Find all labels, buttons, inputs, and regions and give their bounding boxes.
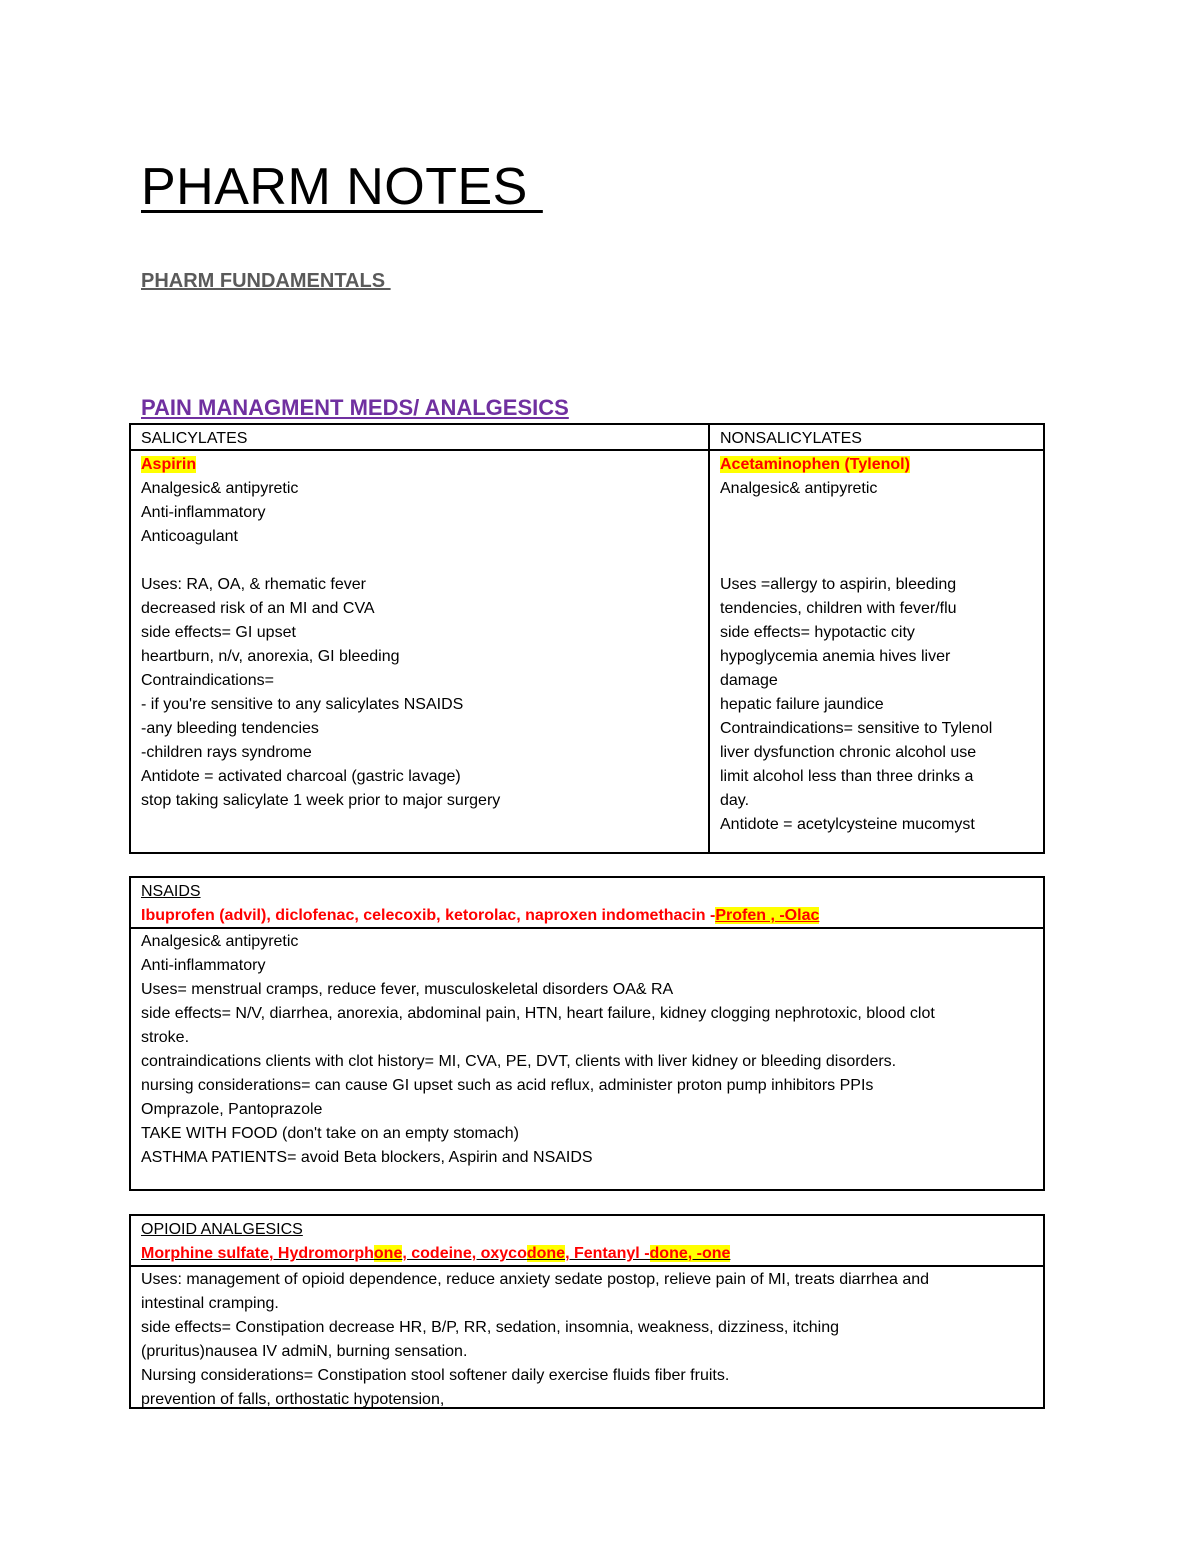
nsaids-line: stroke. [141,1029,190,1046]
page-title: PHARM NOTES [141,158,543,216]
salicylate-class-line: Analgesic& antipyretic [141,480,299,497]
opioids-divider [131,1265,1043,1267]
nsaids-suffixes: Profen , -Olac [715,907,820,924]
nsaids-drug-list: Ibuprofen (advil), diclofenac, celecoxib, ketorolac, naproxen indomethacin - [141,907,716,924]
nsaids-line: side effects= N/V, diarrhea, anorexia, abdominal pain, HTN, heart failure, kidney clogging nephrotoxic, blood clot [141,1005,935,1022]
opioids-line: Uses: management of opioid dependence, reduce anxiety sedate postop, relieve pain of MI, treats diarrhea and [141,1271,930,1288]
nonsalicylate-detail-line: day. [720,792,750,809]
salicylate-detail-line: - if you're sensitive to any salicylates NSAIDS [141,696,464,713]
nonsalicylate-detail-line: side effects= hypotactic city [720,624,915,641]
salicylate-detail-line: heartburn, n/v, anorexia, GI bleeding [141,648,400,665]
salicylate-detail-line: Antidote = activated charcoal (gastric lavage) [141,768,461,785]
nonsalicylate-detail-line: tendencies, children with fever/flu [720,600,957,617]
opioids-header: OPIOID ANALGESICS [141,1221,303,1238]
nonsalicylate-detail-line: hepatic failure jaundice [720,696,884,713]
opioids-line: prevention of falls, orthostatic hypotension, [141,1391,445,1408]
nsaids-table [129,876,1045,1191]
nsaids-line: nursing considerations= can cause GI upset such as acid reflux, administer proton pump inhibitors PPIs [141,1077,874,1094]
header-divider [131,449,1043,451]
salicylate-detail-line: stop taking salicylate 1 week prior to major surgery [141,792,501,809]
salicylate-class-line: Anticoagulant [141,528,238,545]
salicylate-detail-line: Contraindications= [141,672,274,689]
nsaids-line: contraindications clients with clot history= MI, CVA, PE, DVT, clients with liver kidney or bleeding disorders. [141,1053,897,1070]
salicylates-cell [141,453,701,813]
opioids-table [129,1214,1045,1409]
opioid-suffix-highlight: done, -one [649,1245,731,1262]
nsaids-body-cell [141,930,1033,1170]
analgesics-section-title: PAIN MANAGMENT MEDS/ ANALGESICS [141,395,569,420]
nsaids-line: TAKE WITH FOOD (don't take on an empty stomach) [141,1125,519,1142]
nonsalicylates-header: NONSALICYLATES [720,430,862,447]
nonsalicylates-cell [720,453,1040,837]
opioids-line: (pruritus)nausea IV admiN, burning sensation. [141,1343,468,1360]
opioid-suffix-highlight: done [526,1245,566,1262]
salicylate-detail-line: -any bleeding tendencies [141,720,319,737]
nsaids-line: Anti-inflammatory [141,957,266,974]
nsaids-line: Analgesic& antipyretic [141,933,299,950]
nonsalicylate-class-line: Analgesic& antipyretic [720,480,878,497]
nsaids-line: Omprazole, Pantoprazole [141,1101,323,1118]
nsaids-header: NSAIDS [141,883,201,900]
opioids-line: intestinal cramping. [141,1295,279,1312]
opioid-drug-part: , codeine, oxyco [402,1245,527,1262]
opioid-suffix-highlight: one [373,1245,403,1262]
nsaids-line: Uses= menstrual cramps, reduce fever, musculoskeletal disorders OA& RA [141,981,674,998]
analgesics-table [129,423,1045,854]
opioid-drug-part: Morphine sulfate, Hydromorph [141,1245,374,1262]
opioids-body-cell [141,1268,1033,1412]
nonsalicylate-detail-line: Antidote = acetylcysteine mucomyst [720,816,975,833]
nonsalicylate-detail-line: Contraindications= sensitive to Tylenol [720,720,993,737]
nsaids-line: ASTHMA PATIENTS= avoid Beta blockers, Aspirin and NSAIDS [141,1149,593,1166]
opioid-drug-part: , Fentanyl - [565,1245,650,1262]
salicylates-header: SALICYLATES [141,430,248,447]
salicylate-detail-line: side effects= GI upset [141,624,296,641]
opioids-header-cell [141,1218,1033,1266]
column-divider [708,425,710,852]
salicylate-class-line: Anti-inflammatory [141,504,266,521]
acetaminophen-drug-name: Acetaminophen (Tylenol) [720,456,910,473]
opioids-line: side effects= Constipation decrease HR, B/P, RR, sedation, insomnia, weakness, dizziness, itching [141,1319,839,1336]
nonsalicylate-detail-line: Uses =allergy to aspirin, bleeding [720,576,957,593]
nsaids-divider [131,927,1043,929]
section-subtitle: PHARM FUNDAMENTALS [141,270,391,292]
aspirin-drug-name: Aspirin [141,456,197,473]
opioids-line: Nursing considerations= Constipation stool softener daily exercise fluids fiber fruits. [141,1367,730,1384]
nonsalicylate-detail-line: liver dysfunction chronic alcohol use [720,744,977,761]
nsaids-header-cell [141,880,1033,928]
salicylate-detail-line: decreased risk of an MI and CVA [141,600,375,617]
nonsalicylate-detail-line: limit alcohol less than three drinks a [720,768,974,785]
nonsalicylate-detail-line: damage [720,672,778,689]
nonsalicylate-detail-line: hypoglycemia anemia hives liver [720,648,951,665]
salicylate-detail-line: Uses: RA, OA, & rhematic fever [141,576,366,593]
salicylate-detail-line: -children rays syndrome [141,744,312,761]
